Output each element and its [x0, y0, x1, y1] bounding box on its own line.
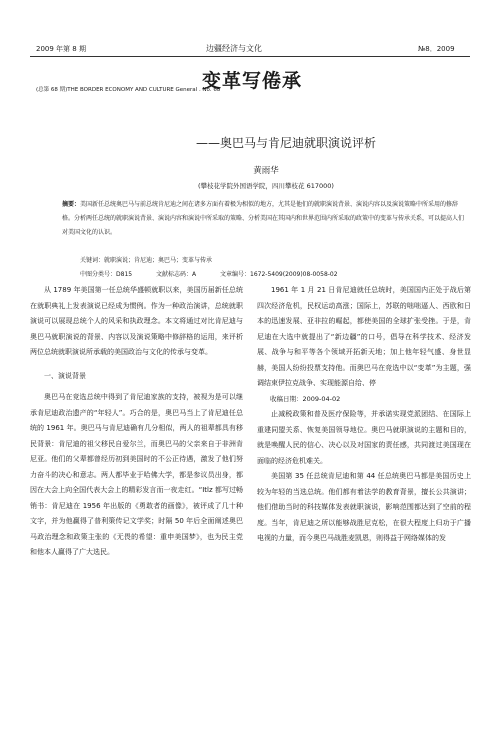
abstract-label: 摘要： [62, 201, 81, 208]
clc-number: 中图分类号：D815 [80, 271, 133, 278]
background-paragraph: 奥巴马在竞选总统中得到了肯尼迪家族的支持，被视为是可以继承肯尼迪政治遗产的“年轻人”。巧合的是，奥巴马当上了肯尼迪任总统的 1961 年。奥巴马与肯尼迪确有几分相似，两人的祖辈都具有移民背景：肯尼迪的祖父移民自爱尔兰，而奥巴马的父亲来自于非洲肯尼亚。他们的父辈都曾经历初到美国时的不公正待遇，激发了他们努力奋斗的决心和意志。两人都毕业于哈佛大学，都是参议员出身，都因在大会上向全国代表大会上的精彩发言而一夜走红。“Itlz 都写过畅销书：肯尼迪在 1956 年出版的《勇敢者的画像》，被评成了几十种文字，并为他赢得了普利策传记文学奖；时隔 50 年后全面阐述奥巴马政治理念和政策主张的《无畏的希望：重申美国梦》，也为民主党和他本人赢得了广大选民。 [30, 393, 243, 556]
classification-meta [80, 269, 360, 278]
document-code: 文献标志码：A [156, 271, 197, 278]
right-column [257, 283, 471, 547]
header-rule [30, 56, 470, 57]
intro-paragraph: 从 1789 年美国第一任总统华盛顿就职以来，美国历届新任总统在就职典礼上发表演说已经成为惯例。作为一种政治演讲，总统就职演说可以展现总统个人的风采和执政理念。本文将通过对比肯尼迪与奥巴马就职演说的背景、内容以及演说策略中修辞格的运用，来评析两位总统就职演说所承载的美国政治与文化的传承与变革。 [30, 286, 243, 356]
article-title: 变革写倦承 [202, 70, 303, 92]
article-subtitle: ——奥巴马与肯尼迪就职演说评析 [195, 136, 376, 150]
keywords: 关键词：就职演说；肯尼迪；奥巴马；变革与传承 [80, 257, 213, 264]
running-header-number: №8．2009 [418, 45, 455, 53]
abstract-text: 美国新任总统奥巴马与前总统肯尼迪之间在诸多方面有着极为相似的地方，尤其是他们的就职演说背景、演说内容以及演说策略中所采用的修辞格。分析两任总统的就职演说背景、演说内容和演说中所采取的策略、分析美国在其国内和世界范围内所采取的政策中的变革与传承关系，可以提高人们对美国文化的认识。 [62, 201, 465, 236]
series-line: (总第 68 期)THE BORDER ECONOMY AND CULTURE General . No. 68 [36, 87, 221, 93]
author-affiliation: (攀枝花学院外国语学院，四川攀枝花 617000) [198, 182, 334, 190]
kennedy-paragraph: 1961 年 1 月 21 日肯尼迪就任总统时，美国国内正处于战后第四次经济危机，民权运动高涨；国际上，苏联的咄咄逼人、西欧和日本的迅速发展、亚非拉的崛起，都使美国的全球扩张受挫。于是，肯尼迪在大选中就提出了“新边疆”的口号，倡导在科学技术、经济发展、战争与和平等各个领域开拓新天地；加上他年轻气盛、身世显赫，美国人纷纷投票支持他。而奥巴马在竞选中以“变革”为主题，强调结束伊拉克战争、实现能源自给、停 [257, 286, 471, 387]
running-header-journal: 边疆经济与文化 [206, 44, 262, 53]
section-heading: 一、演说背景 [44, 371, 86, 380]
left-column [30, 283, 243, 561]
article-number: 文章编号：1672-5409(2009)08-0058-02 [220, 271, 338, 278]
author-name: 黄雨华 [253, 166, 279, 176]
abstract [62, 198, 467, 240]
comparison-paragraph: 美国第 35 任总统肯尼迪和第 44 任总统奥巴马都是美国历史上较为年轻的当选总统。他们都有着法学的教育背景，擅长公共演讲；他们借助当时的科技媒体发表就职演说，影响范围都达到了空前的程度。当年，肯尼迪之所以能够战胜尼克松，在很大程度上归功于广播电视的力量，而今奥巴马战胜麦凯恩，则得益于网络媒体的发 [257, 472, 471, 542]
received-date: 收稿日期：2009-04-02 [270, 394, 341, 403]
obama-paragraph: 止减税政策和普及医疗保险等，并承诺实现党派团结、在国际上重建同盟关系、恢复美国领导地位。奥巴马就职演说的主题和目的，就是唤醒人民的信心、决心以及对国家的责任感，共同渡过美国现在面临的经济危机难关。 [257, 410, 471, 465]
running-header-issue: 2009 年第 8 期 [36, 45, 86, 53]
